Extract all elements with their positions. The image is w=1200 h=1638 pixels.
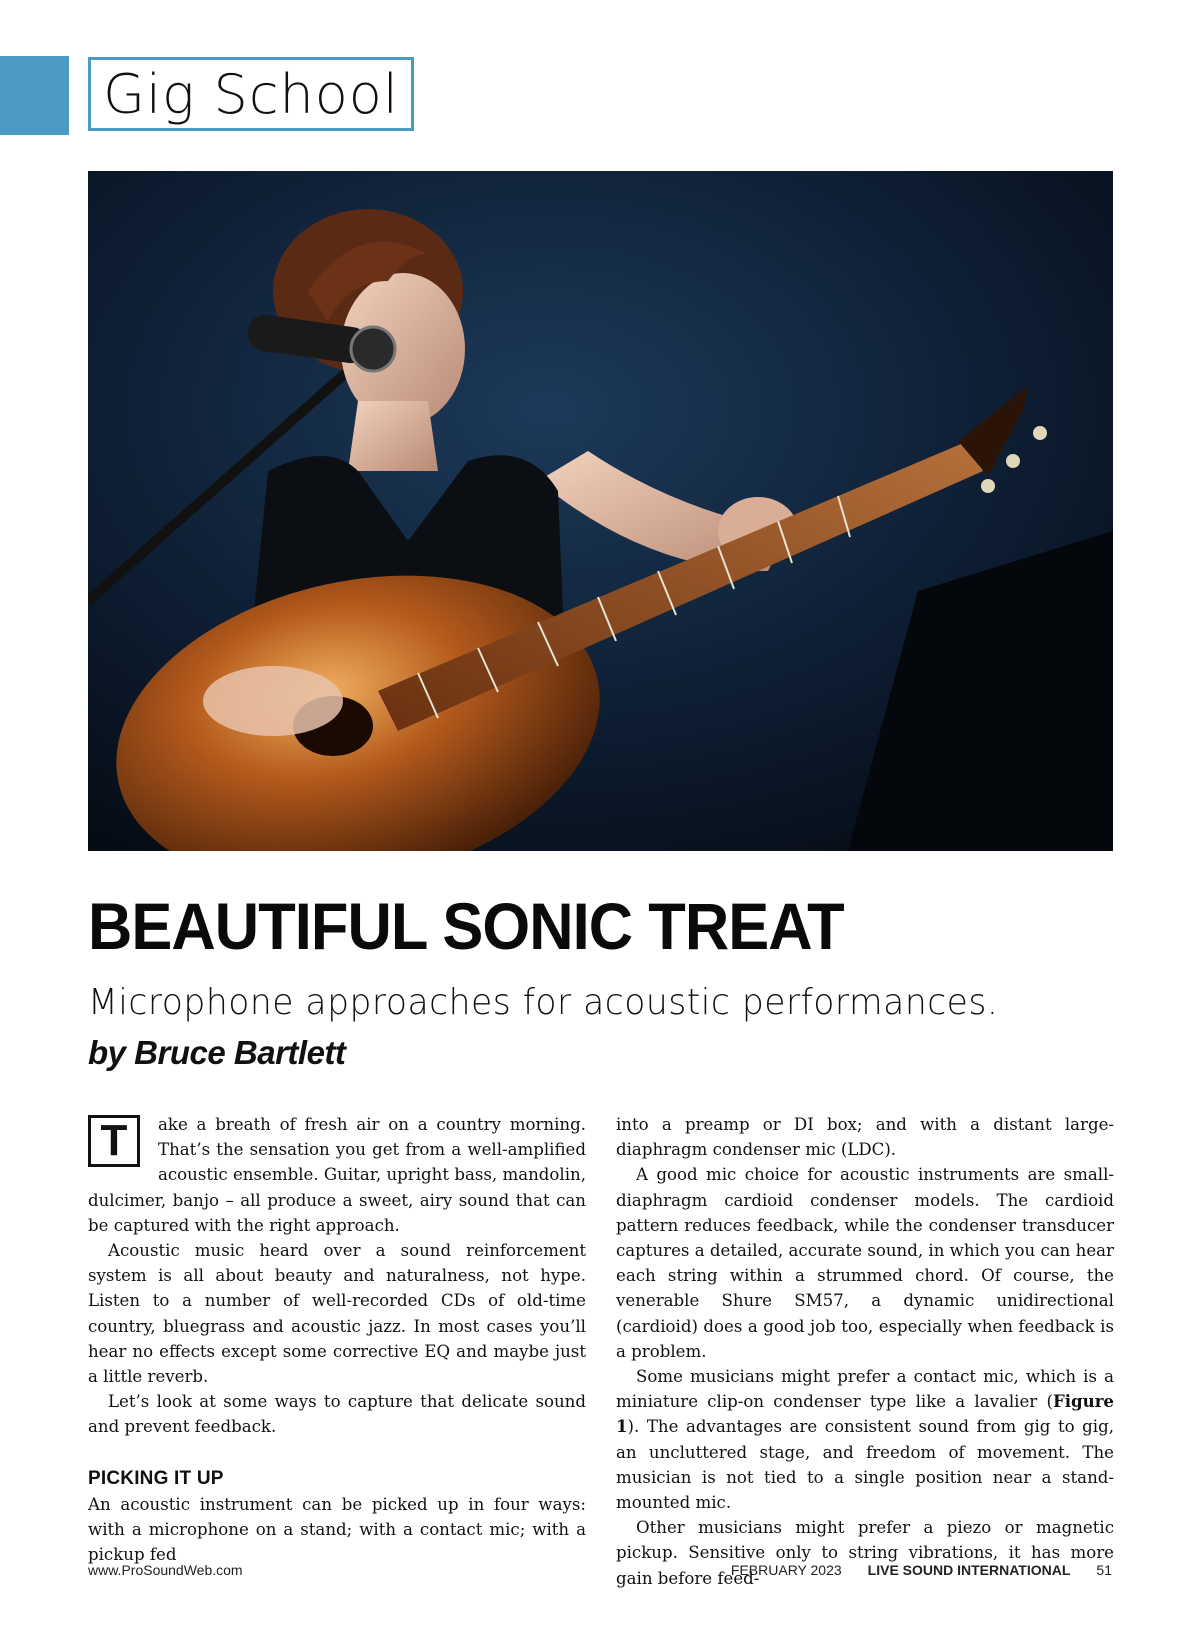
article-headline: BEAUTIFUL SONIC TREAT [88, 889, 844, 963]
footer-info [731, 1562, 1112, 1578]
paragraph-text: Some musicians might prefer a contact mic, which is a miniature clip-on condenser type like a lavalier ( [616, 1367, 1114, 1412]
article-subheadline: Microphone approaches for acoustic performances. [88, 982, 999, 1023]
body-paragraph: Acoustic music heard over a sound reinforcement system is all about beauty and naturalness, not hype. Listen to a number of well-recorded CDs of old-time country, bluegrass and acoustic jazz. In most cases you’ll hear no effects except some corrective EQ and maybe just a little reverb. [88, 1241, 586, 1387]
body-paragraph: An acoustic instrument can be picked up in four ways: with a microphone on a stand; with a contact mic; with a pickup fed [88, 1494, 586, 1565]
drop-cap: T [88, 1115, 140, 1167]
footer-website[interactable]: www.ProSoundWeb.com [88, 1562, 243, 1578]
article-column-left [88, 1112, 586, 1567]
performer-illustration [88, 171, 1113, 851]
article-column-right [616, 1112, 1114, 1591]
intro-text: ake a breath of fresh air on a country morning. That’s the sensation you get from a well-amplified acoustic ensemble. Guitar, upright bass, mandolin, dulcimer, banjo – all produce a sweet, airy sound that can be captured with the right approach. [88, 1115, 586, 1235]
body-paragraph: Other musicians might prefer a piezo or magnetic pickup. Sensitive only to string vibrations, it has more gain before feed- [616, 1518, 1114, 1588]
figure-reference[interactable]: Figure 1 [616, 1391, 1114, 1437]
body-paragraph: into a preamp or DI box; and with a distant large-diaphragm condenser mic (LDC). [616, 1115, 1114, 1160]
body-paragraph-figure-ref [616, 1364, 1114, 1515]
article-byline: by Bruce Bartlett [88, 1034, 346, 1071]
page-number: 51 [1096, 1562, 1112, 1578]
section-heading: PICKING IT UP [88, 1467, 224, 1489]
body-paragraph: Let’s look at some ways to capture that delicate sound and prevent feedback. [88, 1392, 586, 1437]
section-tab-accent [0, 56, 69, 135]
body-paragraph-intro [88, 1112, 586, 1238]
footer-magazine: LIVE SOUND INTERNATIONAL [867, 1562, 1071, 1578]
paragraph-text: ). The advantages are consistent sound from gig to gig, an uncluttered stage, and freedom of movement. The musician is not tied to a single position near a stand-mounted mic. [616, 1417, 1114, 1513]
hero-photo [88, 171, 1113, 851]
body-paragraph: A good mic choice for acoustic instruments are small-diaphragm cardioid condenser models. The cardioid pattern reduces feedback, while the condenser transducer captures a detailed, accurate sound, in which you can hear each string within a strummed chord. Of course, the venerable Shure SM57, a dynamic unidirectional (cardioid) does a good job too, especially when feedback is a problem. [616, 1165, 1114, 1361]
footer-date: FEBRUARY 2023 [730, 1562, 842, 1578]
section-label: Gig School [88, 57, 414, 131]
